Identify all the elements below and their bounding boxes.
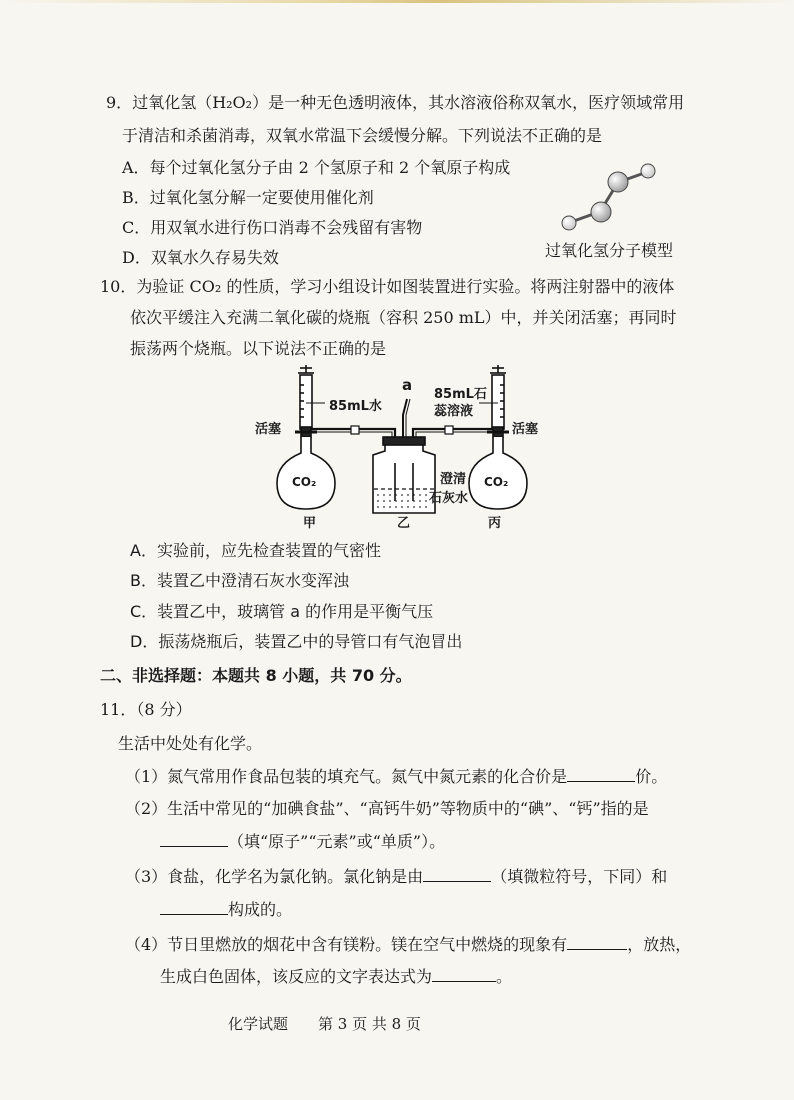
q10-number: 10． xyxy=(100,277,137,296)
q11-intro: 生活中处处有化学。 xyxy=(118,734,263,753)
q11-part-1 xyxy=(125,766,667,788)
q9-line2: 于清洁和杀菌消毒，双氧水常温下会缓慢分解。下列说法不正确的是 xyxy=(122,126,603,145)
section-2-heading: 二、非选择题：本题共 8 小题，共 70 分。 xyxy=(100,666,412,685)
q10-option-a: A．实验前，应先检查装置的气密性 xyxy=(130,541,381,560)
q10-option-d: D．振荡烧瓶后，装置乙中的导管口有气泡冒出 xyxy=(130,632,463,651)
q11-p4-text2: 生成白色固体，该反应的文字表达式为 xyxy=(160,967,433,986)
right-flask xyxy=(469,437,527,509)
molecule-caption: 过氧化氢分子模型 xyxy=(545,241,674,260)
bottle-stopper xyxy=(383,437,425,445)
label-valve-right: 活塞 xyxy=(512,422,539,437)
q11-part-3-line2 xyxy=(160,899,292,921)
q11-header: 11．（8 分） xyxy=(100,700,192,719)
answer-blank[interactable] xyxy=(432,967,496,982)
label-flask-right-co2: CO₂ xyxy=(484,475,509,489)
q9-option-d: D．双氧水久存易失效 xyxy=(122,248,279,267)
tube-joint xyxy=(445,426,453,434)
label-valve-left: 活塞 xyxy=(255,422,282,437)
left-flask xyxy=(277,437,335,509)
q11-p1-text: （1）氮气常用作食品包装的填充气。氮气中氮元素的化合价是 xyxy=(125,767,568,786)
q11-p2-suffix: （填“原子”“元素”或“单质”）。 xyxy=(228,832,446,851)
page-footer: 化学试题 第 3 页 共 8 页 xyxy=(228,1015,421,1033)
q9-option-b: B．过氧化氢分解一定要使用催化剂 xyxy=(122,188,374,207)
tube-joint xyxy=(351,426,359,434)
q10-line2: 依次平缓注入充满二氧化碳的烧瓶（容积 250 mL）中，并关闭活塞；再同时 xyxy=(130,308,677,327)
label-tube-a: a xyxy=(402,376,413,394)
answer-blank[interactable] xyxy=(567,767,635,782)
q11-part-4-line1 xyxy=(125,934,691,956)
answer-blank[interactable] xyxy=(160,832,228,847)
label-85ml-litmus-2: 蕊溶液 xyxy=(434,404,474,419)
hydrogen-atom xyxy=(562,216,576,230)
left-syringe xyxy=(298,365,314,435)
label-85ml-litmus-1: 85mL石 xyxy=(434,387,487,402)
q11-p3-text: （3）食盐，化学名为氯化钠。氯化钠是由 xyxy=(125,867,424,886)
q9-option-c: C．用双氧水进行伤口消毒不会残留有害物 xyxy=(122,218,423,237)
label-85ml-water: 85mL水 xyxy=(329,399,382,414)
q11-p4-text: （4）节日里燃放的烟花中含有镁粉。镁在空气中燃烧的现象有 xyxy=(125,935,568,954)
oxygen-atom xyxy=(591,202,611,222)
right-syringe xyxy=(490,365,506,435)
q10-line3: 振荡两个烧瓶。以下说法不正确的是 xyxy=(130,339,387,358)
q11-p3-suffix: 构成的。 xyxy=(228,900,293,919)
label-limewater-1: 澄清 xyxy=(440,472,467,487)
label-jia: 甲 xyxy=(303,516,317,531)
middle-bottle xyxy=(373,441,435,513)
q10-line1 xyxy=(100,276,674,298)
answer-blank[interactable] xyxy=(567,935,627,950)
oxygen-atom xyxy=(608,172,628,192)
q10-option-c: C．装置乙中，玻璃管 a 的作用是平衡气压 xyxy=(130,602,434,621)
q9-line1 xyxy=(106,92,684,114)
q9-option-a: A．每个过氧化氢分子由 2 个氢原子和 2 个氧原子构成 xyxy=(122,158,511,177)
q9-number: 9． xyxy=(106,93,133,112)
top-edge-line xyxy=(0,0,794,3)
label-bing: 丙 xyxy=(488,516,502,531)
label-flask-left-co2: CO₂ xyxy=(292,475,317,489)
answer-blank[interactable] xyxy=(423,867,491,882)
q11-part-2-line2 xyxy=(160,831,445,853)
q11-p1-suffix: 价。 xyxy=(635,767,668,786)
q10-option-b: B．装置乙中澄清石灰水变浑浊 xyxy=(130,571,349,590)
q11-p4-suffix: 。 xyxy=(496,967,513,986)
hydrogen-atom xyxy=(641,164,655,178)
q11-p4-middle: ，放热， xyxy=(627,935,692,954)
q10-stem-1: 为验证 CO₂ 的性质，学习小组设计如图装置进行实验。将两注射器中的液体 xyxy=(136,277,675,296)
h2o2-molecule-model xyxy=(555,160,665,235)
q9-stem-1: 过氧化氢（H₂O₂）是一种无色透明液体，其水溶液俗称双氧水，医疗领域常用 xyxy=(132,93,685,112)
answer-blank[interactable] xyxy=(160,900,228,915)
label-limewater-2: 石灰水 xyxy=(429,491,469,506)
label-yi: 乙 xyxy=(397,516,411,531)
q11-part-4-line2 xyxy=(160,966,512,988)
q11-part-3-line1 xyxy=(125,866,667,888)
q11-part-2-line1: （2）生活中常见的“加碘食盐”、“高钙牛奶”等物质中的“碘”、“钙”指的是 xyxy=(125,799,649,818)
q11-p3-middle: （填微粒符号，下同）和 xyxy=(491,867,668,886)
